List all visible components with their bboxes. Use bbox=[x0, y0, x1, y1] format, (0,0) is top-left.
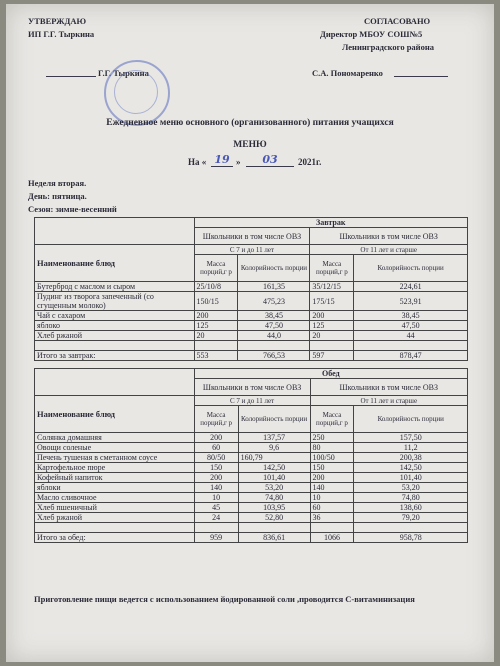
dish-mass-young: 60 bbox=[194, 443, 238, 453]
dish-cal-old: 224,61 bbox=[354, 282, 468, 292]
lunch-col-mass-1: Масса порций,г р bbox=[194, 406, 238, 433]
dish-name: Хлеб ржаной bbox=[35, 513, 195, 523]
dish-mass-old: 100/50 bbox=[310, 453, 354, 463]
breakfast-group-young: Школьники в том числе ОВЗ bbox=[194, 228, 310, 245]
footer-note: Приготовление пищи ведется с использованием йодированной соли ,проводится С-витаминизация bbox=[34, 594, 415, 604]
total-cal-old: 958,78 bbox=[354, 533, 468, 543]
dish-cal-old: 38,45 bbox=[354, 311, 468, 321]
table-row bbox=[35, 513, 468, 523]
dish-mass-young: 150 bbox=[194, 463, 238, 473]
dish-cal-old: 53,20 bbox=[354, 483, 468, 493]
lunch-group-old: Школьники в том числе ОВЗ bbox=[310, 379, 467, 396]
table-row bbox=[35, 311, 468, 321]
total-row bbox=[35, 533, 468, 543]
dish-mass-young: 80/50 bbox=[194, 453, 238, 463]
breakfast-age-old: От 11 лет и старше bbox=[310, 245, 468, 255]
dish-cal-old: 11,2 bbox=[354, 443, 468, 453]
dish-cal-young: 101,40 bbox=[238, 473, 310, 483]
breakfast-col-cal-1: Колорийность порции bbox=[238, 255, 310, 282]
dish-name: Хлеб ржаной bbox=[35, 331, 195, 341]
dish-mass-old: 20 bbox=[310, 331, 354, 341]
total-cal-old: 878,47 bbox=[354, 351, 468, 361]
dish-cal-old: 157,50 bbox=[354, 433, 468, 443]
total-row bbox=[35, 351, 468, 361]
lunch-table bbox=[34, 368, 468, 543]
dish-cal-old: 79,20 bbox=[354, 513, 468, 523]
lunch-col-mass-2: Масса порций,г р bbox=[310, 406, 354, 433]
table-row bbox=[35, 503, 468, 513]
table-row bbox=[35, 483, 468, 493]
dish-cal-young: 161,35 bbox=[238, 282, 310, 292]
dish-mass-old: 200 bbox=[310, 473, 354, 483]
dish-cal-young: 74,80 bbox=[238, 493, 310, 503]
breakfast-section-title: Завтрак bbox=[194, 218, 467, 228]
breakfast-col-name: Наименование блюд bbox=[35, 245, 195, 282]
dish-mass-young: 200 bbox=[194, 311, 238, 321]
dish-cal-young: 38,45 bbox=[238, 311, 310, 321]
week-label: Неделя вторая. bbox=[28, 178, 87, 188]
dish-mass-young: 45 bbox=[194, 503, 238, 513]
dish-mass-old: 125 bbox=[310, 321, 354, 331]
breakfast-table bbox=[34, 217, 468, 361]
date-month: 03 bbox=[246, 153, 294, 167]
approve-title: УТВЕРЖДАЮ bbox=[28, 16, 87, 26]
dish-cal-old: 47,50 bbox=[354, 321, 468, 331]
date-close: » bbox=[236, 157, 241, 167]
dish-cal-young: 475,23 bbox=[238, 292, 310, 311]
dish-mass-old: 140 bbox=[310, 483, 354, 493]
breakfast-col-cal-2: Колорийность порции bbox=[354, 255, 468, 282]
dish-name: Пудинг из творога запеченный (со сгущенным молоко) bbox=[35, 292, 195, 311]
table-row bbox=[35, 292, 468, 311]
lunch-col-name: Наименование блюд bbox=[35, 396, 195, 433]
dish-name: яблоко bbox=[35, 321, 195, 331]
dish-mass-young: 125 bbox=[194, 321, 238, 331]
agreed-org: Директор МБОУ СОШ№5 bbox=[320, 29, 423, 39]
dish-cal-old: 44 bbox=[354, 331, 468, 341]
table-row bbox=[35, 453, 468, 463]
dish-mass-old: 10 bbox=[310, 493, 354, 503]
table-row bbox=[35, 473, 468, 483]
dish-mass-young: 150/15 bbox=[194, 292, 238, 311]
dish-mass-old: 150 bbox=[310, 463, 354, 473]
lunch-age-young: С 7 и до 11 лет bbox=[194, 396, 310, 406]
dish-mass-young: 140 bbox=[194, 483, 238, 493]
dish-cal-old: 142,50 bbox=[354, 463, 468, 473]
page-title: Ежедневное меню основного (организованного) питания учащихся bbox=[106, 118, 394, 128]
dish-name: Чай с сахаром bbox=[35, 311, 195, 321]
table-row bbox=[35, 282, 468, 292]
dish-name: Солянка домашняя bbox=[35, 433, 195, 443]
total-mass-old: 1066 bbox=[310, 533, 354, 543]
approve-sign-line bbox=[46, 76, 96, 77]
total-mass-young: 553 bbox=[194, 351, 238, 361]
dish-cal-young: 53,20 bbox=[238, 483, 310, 493]
dish-mass-old: 80 bbox=[310, 443, 354, 453]
date-prefix: На « bbox=[188, 157, 207, 167]
breakfast-col-mass-1: Масса порций,г р bbox=[194, 255, 238, 282]
table-row bbox=[35, 493, 468, 503]
agreed-sign-name: С.А. Пономаренко bbox=[312, 68, 383, 78]
dish-mass-young: 25/10/8 bbox=[194, 282, 238, 292]
dish-cal-young: 9,6 bbox=[238, 443, 310, 453]
dish-name: яблоки bbox=[35, 483, 195, 493]
table-row bbox=[35, 463, 468, 473]
agreed-sign-line bbox=[394, 76, 448, 77]
dish-name: Кофейный напиток bbox=[35, 473, 195, 483]
dish-cal-old: 74,80 bbox=[354, 493, 468, 503]
breakfast-blank-cell bbox=[35, 218, 195, 245]
dish-mass-young: 24 bbox=[194, 513, 238, 523]
dish-cal-young: 52,80 bbox=[238, 513, 310, 523]
dish-cal-young: 160,79 bbox=[238, 453, 310, 463]
dish-mass-old: 175/15 bbox=[310, 292, 354, 311]
total-label: Итого за обед: bbox=[35, 533, 195, 543]
dish-mass-young: 20 bbox=[194, 331, 238, 341]
agreed-title: СОГЛАСОВАНО bbox=[364, 16, 431, 26]
approve-sign-name: Г.Г. Тыркина bbox=[98, 68, 149, 78]
dish-cal-old: 523,91 bbox=[354, 292, 468, 311]
dish-cal-young: 103,95 bbox=[238, 503, 310, 513]
lunch-group-young: Школьники в том числе ОВЗ bbox=[194, 379, 310, 396]
dish-cal-young: 142,50 bbox=[238, 463, 310, 473]
dish-mass-young: 200 bbox=[194, 433, 238, 443]
total-mass-young: 959 bbox=[194, 533, 238, 543]
dish-mass-old: 250 bbox=[310, 433, 354, 443]
dish-cal-old: 138,60 bbox=[354, 503, 468, 513]
lunch-age-old: От 11 лет и старше bbox=[310, 396, 467, 406]
table-row bbox=[35, 433, 468, 443]
dish-name: Овощи соленые bbox=[35, 443, 195, 453]
document-sheet bbox=[6, 4, 494, 662]
lunch-col-cal-1: Колорийность порции bbox=[238, 406, 310, 433]
breakfast-age-young: С 7 и до 11 лет bbox=[194, 245, 310, 255]
dish-mass-old: 200 bbox=[310, 311, 354, 321]
dish-cal-old: 200,38 bbox=[354, 453, 468, 463]
breakfast-group-old: Школьники в том числе ОВЗ bbox=[310, 228, 468, 245]
date-year: 2021г. bbox=[298, 157, 322, 167]
dish-mass-old: 36 bbox=[310, 513, 354, 523]
dish-cal-young: 44,0 bbox=[238, 331, 310, 341]
dish-mass-old: 35/12/15 bbox=[310, 282, 354, 292]
dish-name: Хлеб пшеничный bbox=[35, 503, 195, 513]
dish-name: Бутерброд с маслом и сыром bbox=[35, 282, 195, 292]
dish-mass-young: 200 bbox=[194, 473, 238, 483]
dish-name: Печень тушеная в сметанном соусе bbox=[35, 453, 195, 463]
menu-word: МЕНЮ bbox=[233, 140, 267, 150]
table-row bbox=[35, 321, 468, 331]
dish-cal-young: 47,50 bbox=[238, 321, 310, 331]
season-label: Сезон: зимне-весенний bbox=[28, 204, 117, 214]
table-row bbox=[35, 331, 468, 341]
dish-name: Картофельное пюре bbox=[35, 463, 195, 473]
lunch-blank-cell bbox=[35, 369, 195, 396]
date-day: 19 bbox=[211, 153, 233, 167]
dish-mass-young: 10 bbox=[194, 493, 238, 503]
lunch-section-title: Обед bbox=[194, 369, 467, 379]
total-label: Итого за завтрак: bbox=[35, 351, 195, 361]
agreed-region: Ленинградского района bbox=[342, 42, 434, 52]
table-row bbox=[35, 443, 468, 453]
approve-org: ИП Г.Г. Тыркина bbox=[28, 29, 95, 39]
dish-mass-old: 60 bbox=[310, 503, 354, 513]
day-label: День: пятница. bbox=[28, 191, 87, 201]
dish-name: Масло сливочное bbox=[35, 493, 195, 503]
breakfast-col-mass-2: Масса порций,г р bbox=[310, 255, 354, 282]
lunch-col-cal-2: Колорийность порции bbox=[354, 406, 468, 433]
round-stamp bbox=[104, 60, 170, 126]
total-cal-young: 766,53 bbox=[238, 351, 310, 361]
dish-cal-young: 137,57 bbox=[238, 433, 310, 443]
dish-cal-old: 101,40 bbox=[354, 473, 468, 483]
total-mass-old: 597 bbox=[310, 351, 354, 361]
total-cal-young: 836,61 bbox=[238, 533, 310, 543]
